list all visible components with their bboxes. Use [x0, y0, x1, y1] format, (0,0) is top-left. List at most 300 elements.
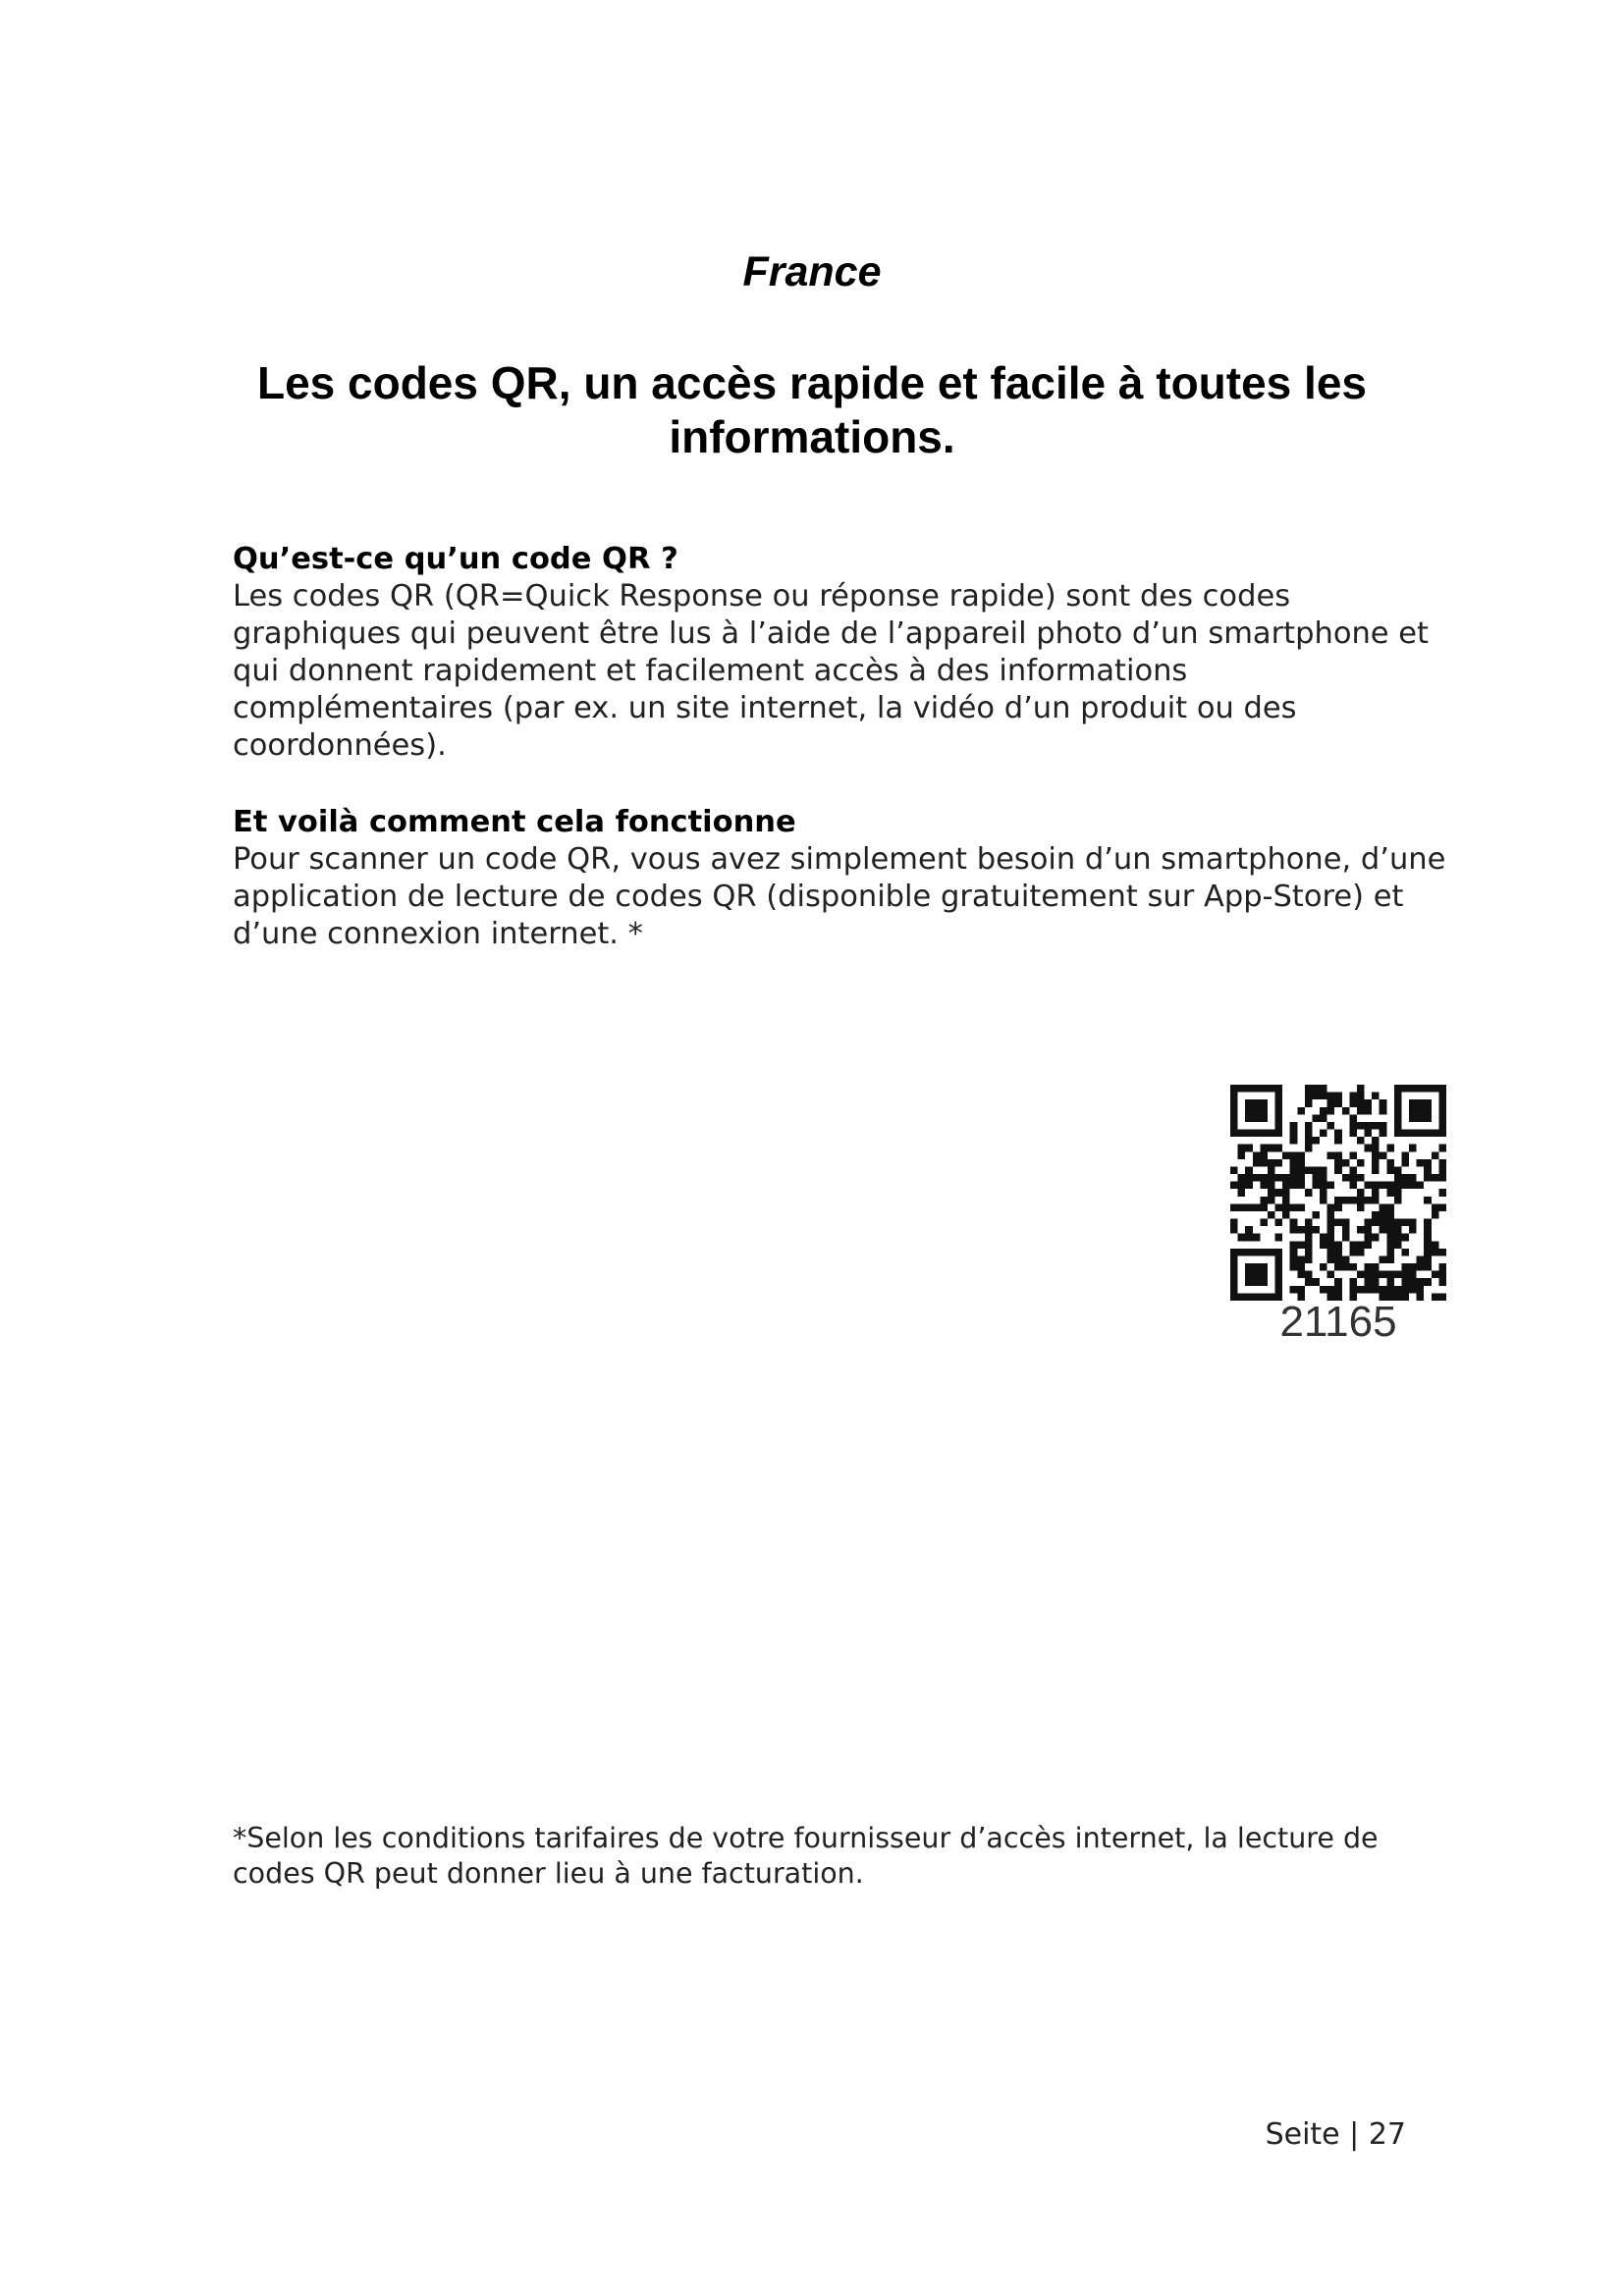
qr-module — [1327, 1151, 1335, 1159]
qr-module — [1230, 1114, 1238, 1122]
qr-module — [1297, 1203, 1305, 1211]
qr-module — [1380, 1107, 1387, 1115]
qr-module — [1260, 1174, 1268, 1182]
qr-module — [1334, 1099, 1342, 1107]
qr-module — [1327, 1211, 1335, 1219]
qr-module — [1334, 1241, 1342, 1249]
qr-module — [1342, 1219, 1350, 1227]
qr-module — [1438, 1122, 1446, 1130]
footnote: *Selon les conditions tarifaires de votre fournisseur d’accès internet, la lecture de codes QR peut donner lieu à une facturation. — [233, 1822, 1379, 1890]
qr-module — [1438, 1278, 1446, 1286]
qr-module — [1290, 1241, 1298, 1249]
qr-module — [1290, 1219, 1298, 1227]
qr-module — [1386, 1166, 1394, 1174]
qr-module — [1253, 1249, 1261, 1256]
qr-module — [1245, 1226, 1253, 1234]
qr-module — [1334, 1278, 1342, 1286]
qr-module — [1432, 1130, 1439, 1138]
qr-module — [1357, 1137, 1365, 1145]
qr-module — [1409, 1107, 1417, 1115]
qr-module — [1417, 1159, 1425, 1167]
qr-module — [1349, 1182, 1357, 1190]
qr-module — [1365, 1130, 1373, 1138]
qr-module — [1386, 1234, 1394, 1242]
qr-module — [1320, 1166, 1327, 1174]
qr-module — [1409, 1182, 1417, 1190]
qr-module — [1401, 1263, 1409, 1271]
qr-module — [1424, 1099, 1432, 1107]
qr-module — [1290, 1203, 1298, 1211]
qr-module — [1305, 1234, 1313, 1242]
qr-module — [1230, 1278, 1238, 1286]
qr-module — [1401, 1151, 1409, 1159]
qr-module — [1238, 1234, 1246, 1242]
qr-module — [1230, 1166, 1238, 1174]
qr-module — [1438, 1166, 1446, 1174]
qr-module — [1349, 1099, 1357, 1107]
qr-module — [1334, 1166, 1342, 1174]
qr-module — [1386, 1219, 1394, 1227]
qr-code-block — [1225, 1080, 1451, 1355]
qr-module — [1327, 1182, 1335, 1190]
qr-module — [1357, 1107, 1365, 1115]
qr-module — [1401, 1174, 1409, 1182]
qr-module — [1342, 1234, 1350, 1242]
qr-module — [1386, 1203, 1394, 1211]
qr-module — [1312, 1166, 1320, 1174]
qr-module — [1365, 1182, 1373, 1190]
qr-module — [1334, 1203, 1342, 1211]
qr-module — [1238, 1085, 1246, 1093]
qr-module — [1357, 1197, 1365, 1204]
qr-module — [1365, 1234, 1373, 1242]
qr-module — [1334, 1137, 1342, 1145]
qr-module — [1238, 1130, 1246, 1138]
qr-module — [1386, 1145, 1394, 1152]
qr-module — [1417, 1263, 1425, 1271]
qr-code-number: 21165 — [1279, 1298, 1397, 1346]
qr-module — [1424, 1241, 1432, 1249]
qr-module — [1275, 1130, 1283, 1138]
qr-module — [1245, 1107, 1253, 1115]
qr-module — [1290, 1249, 1298, 1256]
qr-module — [1245, 1263, 1253, 1271]
qr-module — [1386, 1159, 1394, 1167]
qr-module — [1282, 1151, 1290, 1159]
qr-module — [1297, 1255, 1305, 1263]
qr-module — [1438, 1114, 1446, 1122]
country-heading: France — [742, 248, 882, 295]
qr-module — [1394, 1122, 1402, 1130]
qr-module — [1409, 1130, 1417, 1138]
qr-module — [1290, 1137, 1298, 1145]
qr-module — [1275, 1263, 1283, 1271]
qr-module — [1327, 1226, 1335, 1234]
qr-module — [1268, 1182, 1275, 1190]
qr-module — [1380, 1286, 1387, 1294]
qr-module — [1282, 1197, 1290, 1204]
qr-module — [1432, 1174, 1439, 1182]
qr-module — [1334, 1263, 1342, 1271]
qr-module — [1380, 1151, 1387, 1159]
qr-module — [1245, 1174, 1253, 1182]
qr-module — [1275, 1099, 1283, 1107]
qr-module — [1320, 1107, 1327, 1115]
section-body: Les codes QR (QR=Quick Response ou réponse rapide) sont des codes graphiques qui peuvent être lus à l’aide de l’appareil photo d’un smartphone et qui donnent rapidement et facilement accès à des informations complémentaires (par ex. un site internet, la vidéo d’un produit ou des coordonnées). — [233, 579, 1429, 763]
qr-module — [1342, 1107, 1350, 1115]
qr-module — [1305, 1271, 1313, 1279]
qr-module — [1424, 1219, 1432, 1227]
qr-module — [1320, 1189, 1327, 1197]
qr-module — [1238, 1203, 1246, 1211]
qr-module — [1297, 1271, 1305, 1279]
qr-module — [1401, 1219, 1409, 1227]
qr-module — [1401, 1271, 1409, 1279]
qr-module — [1230, 1093, 1238, 1100]
qr-module — [1380, 1226, 1387, 1234]
qr-module — [1290, 1166, 1298, 1174]
qr-module — [1245, 1278, 1253, 1286]
qr-module — [1230, 1085, 1238, 1093]
qr-module — [1253, 1271, 1261, 1279]
qr-module — [1297, 1107, 1305, 1115]
qr-module — [1386, 1286, 1394, 1294]
qr-module — [1290, 1255, 1298, 1263]
qr-module — [1275, 1286, 1283, 1294]
qr-module — [1365, 1286, 1373, 1294]
qr-module — [1268, 1174, 1275, 1182]
qr-module — [1230, 1249, 1238, 1256]
qr-module — [1245, 1271, 1253, 1279]
qr-module — [1438, 1085, 1446, 1093]
qr-module — [1253, 1278, 1261, 1286]
qr-module — [1349, 1151, 1357, 1159]
qr-module — [1342, 1197, 1350, 1204]
qr-module — [1268, 1145, 1275, 1152]
qr-module — [1238, 1145, 1246, 1152]
qr-module — [1327, 1219, 1335, 1227]
qr-module — [1253, 1151, 1261, 1159]
qr-module — [1409, 1174, 1417, 1182]
qr-module — [1230, 1107, 1238, 1115]
qr-module — [1320, 1130, 1327, 1138]
qr-module — [1245, 1085, 1253, 1093]
qr-module — [1424, 1197, 1432, 1204]
qr-module — [1245, 1114, 1253, 1122]
qr-module — [1372, 1271, 1380, 1279]
qr-module — [1305, 1255, 1313, 1263]
qr-module — [1438, 1189, 1446, 1197]
qr-module — [1260, 1107, 1268, 1115]
qr-module — [1394, 1226, 1402, 1234]
qr-module — [1312, 1211, 1320, 1219]
qr-module — [1305, 1189, 1313, 1197]
qr-module — [1365, 1263, 1373, 1271]
qr-module — [1372, 1145, 1380, 1152]
qr-module — [1409, 1085, 1417, 1093]
qr-module — [1230, 1203, 1238, 1211]
qr-module — [1372, 1151, 1380, 1159]
qr-module — [1438, 1145, 1446, 1152]
page-title: Les codes QR, un accès rapide et facile à toutes les informations. — [256, 357, 1367, 462]
qr-module — [1372, 1263, 1380, 1271]
qr-module — [1401, 1085, 1409, 1093]
qr-module — [1394, 1085, 1402, 1093]
qr-module — [1334, 1255, 1342, 1263]
qr-module — [1417, 1255, 1425, 1263]
qr-module — [1320, 1241, 1327, 1249]
qr-module — [1365, 1122, 1373, 1130]
qr-module — [1245, 1130, 1253, 1138]
qr-module — [1305, 1093, 1313, 1100]
qr-module — [1438, 1263, 1446, 1271]
qr-module — [1327, 1107, 1335, 1115]
qr-module — [1334, 1219, 1342, 1227]
qr-module — [1275, 1114, 1283, 1122]
qr-module — [1357, 1122, 1365, 1130]
qr-module — [1297, 1263, 1305, 1271]
qr-module — [1275, 1271, 1283, 1279]
qr-module — [1230, 1271, 1238, 1279]
qr-module — [1260, 1197, 1268, 1204]
qr-module — [1297, 1151, 1305, 1159]
qr-module — [1409, 1286, 1417, 1294]
qr-module — [1305, 1099, 1313, 1107]
qr-module — [1268, 1166, 1275, 1174]
qr-module — [1401, 1182, 1409, 1190]
qr-module — [1290, 1286, 1298, 1294]
qr-module — [1245, 1099, 1253, 1107]
qr-module — [1417, 1099, 1425, 1107]
qr-module — [1372, 1278, 1380, 1286]
qr-module — [1320, 1182, 1327, 1190]
qr-module — [1320, 1085, 1327, 1093]
qr-module — [1424, 1166, 1432, 1174]
qr-module — [1327, 1099, 1335, 1107]
qr-module — [1268, 1189, 1275, 1197]
qr-module — [1320, 1286, 1327, 1294]
qr-module — [1380, 1122, 1387, 1130]
qr-module — [1357, 1226, 1365, 1234]
qr-module — [1386, 1255, 1394, 1263]
qr-module — [1305, 1278, 1313, 1286]
qr-module — [1372, 1286, 1380, 1294]
qr-module — [1275, 1159, 1283, 1167]
qr-module — [1268, 1130, 1275, 1138]
qr-module — [1312, 1174, 1320, 1182]
qr-module — [1357, 1085, 1365, 1093]
qr-module — [1342, 1255, 1350, 1263]
qr-module — [1230, 1099, 1238, 1107]
qr-module — [1349, 1130, 1357, 1138]
qr-module — [1334, 1151, 1342, 1159]
qr-module — [1365, 1107, 1373, 1115]
qr-module — [1334, 1130, 1342, 1138]
qr-module — [1297, 1166, 1305, 1174]
qr-module — [1380, 1211, 1387, 1219]
qr-module — [1320, 1174, 1327, 1182]
qr-module — [1357, 1271, 1365, 1279]
qr-module — [1380, 1255, 1387, 1263]
section-heading: Qu’est-ce qu’un code QR ? — [233, 542, 678, 576]
qr-module — [1365, 1099, 1373, 1107]
qr-module — [1320, 1234, 1327, 1242]
section-how-it-works — [233, 804, 1450, 953]
section-body: Pour scanner un code QR, vous avez simplement besoin d’un smartphone, d’une application de lecture de codes QR (disponible gratuitement sur App-Store) et d’une connexion internet. * — [233, 842, 1446, 951]
qr-module — [1394, 1241, 1402, 1249]
qr-module — [1424, 1174, 1432, 1182]
qr-module — [1424, 1263, 1432, 1271]
qr-module — [1357, 1241, 1365, 1249]
qr-module — [1253, 1174, 1261, 1182]
qr-module — [1438, 1271, 1446, 1279]
qr-module — [1401, 1278, 1409, 1286]
qr-module — [1305, 1249, 1313, 1256]
qr-module — [1424, 1249, 1432, 1256]
qr-module — [1394, 1166, 1402, 1174]
qr-module — [1297, 1286, 1305, 1294]
qr-module — [1438, 1203, 1446, 1211]
qr-module — [1282, 1203, 1290, 1211]
qr-module — [1290, 1263, 1298, 1271]
qr-module — [1260, 1219, 1268, 1227]
qr-module — [1432, 1211, 1439, 1219]
qr-module — [1401, 1130, 1409, 1138]
qr-module — [1409, 1219, 1417, 1227]
qr-module — [1305, 1226, 1313, 1234]
qr-module — [1275, 1122, 1283, 1130]
qr-module — [1342, 1174, 1350, 1182]
qr-module — [1342, 1263, 1350, 1271]
qr-module — [1365, 1226, 1373, 1234]
qr-module — [1424, 1255, 1432, 1263]
qr-module — [1394, 1107, 1402, 1115]
qr-module — [1260, 1099, 1268, 1107]
qr-module — [1238, 1182, 1246, 1190]
qr-module — [1334, 1093, 1342, 1100]
qr-module — [1297, 1182, 1305, 1190]
qr-module — [1372, 1159, 1380, 1167]
qr-module — [1365, 1241, 1373, 1249]
qr-module — [1260, 1114, 1268, 1122]
qr-module — [1349, 1286, 1357, 1294]
qr-module — [1290, 1122, 1298, 1130]
qr-module — [1290, 1151, 1298, 1159]
qr-module — [1349, 1263, 1357, 1271]
qr-module — [1245, 1145, 1253, 1152]
qr-module — [1417, 1286, 1425, 1294]
qr-module — [1275, 1174, 1283, 1182]
qr-module — [1245, 1182, 1253, 1190]
qr-module — [1394, 1114, 1402, 1122]
qr-module — [1275, 1255, 1283, 1263]
qr-module — [1438, 1130, 1446, 1138]
qr-module — [1312, 1093, 1320, 1100]
qr-module — [1275, 1107, 1283, 1115]
qr-module — [1275, 1145, 1283, 1152]
qr-module — [1380, 1203, 1387, 1211]
qr-module — [1349, 1093, 1357, 1100]
qr-module — [1305, 1219, 1313, 1227]
qr-module — [1245, 1166, 1253, 1174]
qr-module — [1290, 1130, 1298, 1138]
qr-module — [1275, 1085, 1283, 1093]
section-what-is-qr — [233, 541, 1450, 765]
qr-module — [1260, 1145, 1268, 1152]
qr-module — [1334, 1159, 1342, 1167]
qr-module — [1230, 1182, 1238, 1190]
qr-module — [1268, 1085, 1275, 1093]
qr-module — [1327, 1286, 1335, 1294]
qr-module — [1424, 1159, 1432, 1167]
qr-module — [1424, 1130, 1432, 1138]
qr-module — [1253, 1263, 1261, 1271]
qr-module — [1334, 1197, 1342, 1204]
qr-module — [1230, 1219, 1238, 1227]
qr-module — [1357, 1286, 1365, 1294]
qr-module — [1253, 1107, 1261, 1115]
qr-module — [1282, 1189, 1290, 1197]
qr-module — [1238, 1189, 1246, 1197]
qr-module — [1312, 1278, 1320, 1286]
qr-code-icon — [1230, 1085, 1446, 1301]
qr-module — [1417, 1130, 1425, 1138]
qr-module — [1394, 1197, 1402, 1204]
qr-module — [1245, 1234, 1253, 1242]
qr-module — [1409, 1099, 1417, 1107]
qr-module — [1245, 1249, 1253, 1256]
section-heading: Et voilà comment cela fonctionne — [233, 805, 796, 839]
qr-module — [1253, 1203, 1261, 1211]
qr-module — [1424, 1278, 1432, 1286]
qr-module — [1349, 1166, 1357, 1174]
qr-module — [1372, 1182, 1380, 1190]
qr-module — [1386, 1241, 1394, 1249]
qr-module — [1372, 1234, 1380, 1242]
qr-module — [1401, 1286, 1409, 1294]
qr-module — [1417, 1114, 1425, 1122]
qr-module — [1349, 1278, 1357, 1286]
qr-module — [1327, 1255, 1335, 1263]
qr-module — [1260, 1278, 1268, 1286]
qr-module — [1372, 1137, 1380, 1145]
qr-module — [1282, 1182, 1290, 1190]
qr-module — [1230, 1122, 1238, 1130]
page-number: Seite | 27 — [1265, 2117, 1406, 2152]
qr-module — [1372, 1093, 1380, 1100]
qr-module — [1253, 1114, 1261, 1122]
qr-module — [1305, 1145, 1313, 1152]
qr-module — [1349, 1174, 1357, 1182]
qr-module — [1349, 1122, 1357, 1130]
qr-module — [1349, 1249, 1357, 1256]
qr-module — [1230, 1130, 1238, 1138]
qr-module — [1349, 1114, 1357, 1122]
qr-module — [1438, 1159, 1446, 1167]
qr-module — [1424, 1107, 1432, 1115]
qr-module — [1386, 1278, 1394, 1286]
qr-module — [1297, 1159, 1305, 1167]
qr-module — [1305, 1166, 1313, 1174]
qr-module — [1357, 1099, 1365, 1107]
qr-module — [1409, 1263, 1417, 1271]
qr-module — [1334, 1249, 1342, 1256]
qr-module — [1380, 1271, 1387, 1279]
qr-module — [1282, 1211, 1290, 1219]
qr-module — [1372, 1211, 1380, 1219]
qr-module — [1320, 1197, 1327, 1204]
qr-module — [1409, 1278, 1417, 1286]
